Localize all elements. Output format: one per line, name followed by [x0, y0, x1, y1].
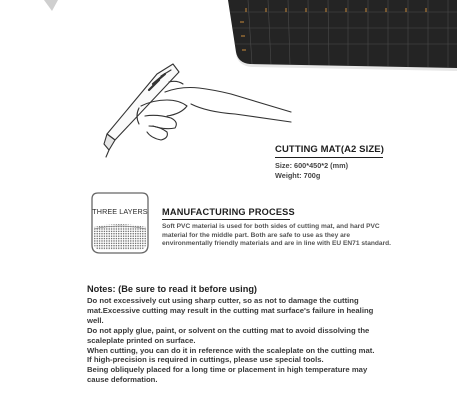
spec-block	[275, 144, 450, 180]
spec-weight: Weight: 700g	[275, 170, 321, 180]
spec-title: CUTTING MAT(A2 SIZE)	[275, 144, 384, 155]
hand-with-cutter-illustration	[95, 60, 295, 160]
notes-block	[87, 284, 387, 385]
notes-title: Notes: (Be sure to read it before using)	[87, 284, 257, 294]
three-layers-label: THREE LAYERS	[92, 207, 148, 216]
note-item: Do not apply glue, paint, or solvent on the cutting mat to avoid dissolving the scaleplate printed on surface.	[87, 325, 370, 345]
process-divider	[162, 219, 290, 220]
note-item: If high-precision is required in cuttings, please use special tools.	[87, 355, 324, 365]
spec-divider	[275, 157, 383, 158]
three-layers-badge	[84, 187, 156, 259]
note-item: Being obliquely placed for a long time or placement in high temperature may cause deformation.	[87, 365, 368, 385]
manufacturing-process-block	[162, 207, 397, 249]
process-description: Soft PVC material is used for both sides of cutting mat, and hard PVC material for the middle part. Both are safe to use as they are environmentally friendly materials and are in line with EU EN71 standard.	[162, 223, 392, 248]
note-item: Do not excessively cut using sharp cutter, so as not to damage the cutting mat.Excessive cutting may result in the cutting mat surface's failure in healing well.	[87, 296, 374, 325]
note-item: When cutting, you can do it in reference with the scaleplate on the cutting mat.	[87, 345, 375, 355]
spec-size: Size: 600*450*2 (mm)	[275, 161, 349, 170]
process-title: MANUFACTURING PROCESS	[162, 207, 295, 217]
